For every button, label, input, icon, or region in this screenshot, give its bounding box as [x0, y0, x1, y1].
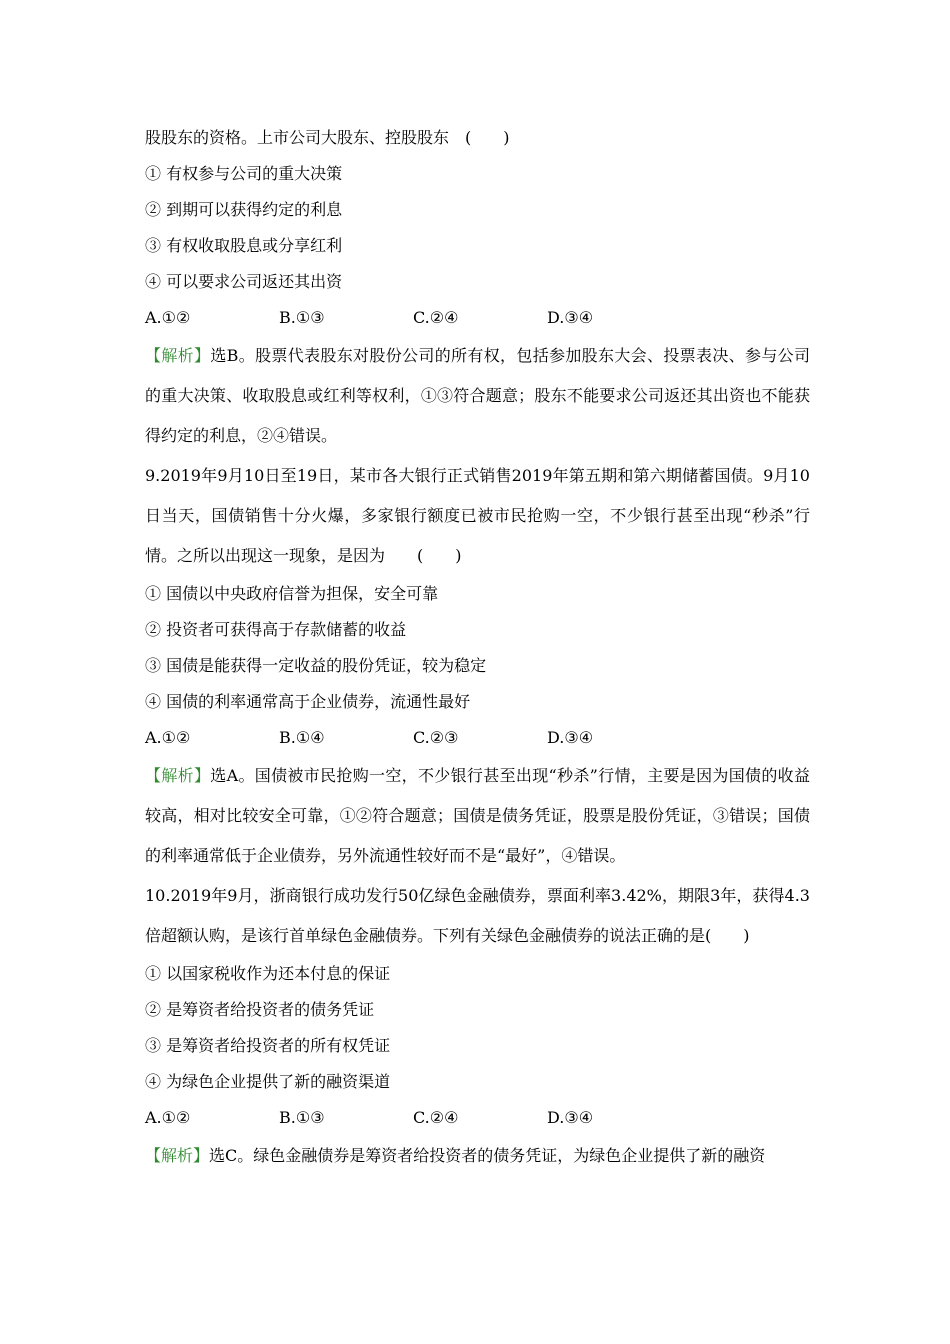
q8-option-3: ③ 有权收取股息或分享红利 [145, 236, 343, 255]
q9-option-1: ① 国债以中央政府信誉为担保，安全可靠 [145, 584, 439, 603]
q10-answer-text: 选C。绿色金融债券是筹资者给投资者的债务凭证，为绿色企业提供了新的融资 [209, 1146, 766, 1165]
q10-option-4: ④ 为绿色企业提供了新的融资渠道 [145, 1072, 391, 1091]
q8-option-1: ① 有权参与公司的重大决策 [145, 164, 343, 183]
q9-option-4: ④ 国债的利率通常高于企业债券，流通性最好 [145, 692, 471, 711]
q9-choice-d: D.③④ [547, 728, 594, 747]
q9-choice-b: B.①④ [279, 728, 325, 747]
q8-choices [145, 300, 810, 336]
q9-option-3: ③ 国债是能获得一定收益的股份凭证，较为稳定 [145, 656, 487, 675]
q8-answer [145, 336, 810, 456]
q10-stem: 10.2019年9月，浙商银行成功发行50亿绿色金融债券，票面利率3.42%，期限3年，获得4.3倍超额认购，是该行首单绿色金融债券。下列有关绿色金融债券的说法正确的是( ) [145, 886, 810, 945]
q10-option-2: ② 是筹资者给投资者的债务凭证 [145, 1000, 375, 1019]
q10-choice-a: A.①② [145, 1108, 191, 1127]
q9-answer-text: 选A。国债被市民抢购一空，不少银行甚至出现“秒杀”行情，主要是因为国债的收益较高，相对比较安全可靠，①②符合题意；国债是债务凭证，股票是股份凭证，③错误；国债的利率通常低于企业债券，另外流通性较好而不是“最好”，④错误。 [145, 766, 810, 865]
q8-option-4: ④ 可以要求公司返还其出资 [145, 272, 343, 291]
q9-answer-tag: 【解析】 [145, 766, 211, 785]
q8-answer-text: 选B。股票代表股东对股份公司的所有权，包括参加股东大会、投票表决、参与公司的重大决策、收取股息或红利等权利，①③符合题意；股东不能要求公司返还其出资也不能获得约定的利息，②④错误。 [145, 346, 810, 445]
q9-stem: 9.2019年9月10日至19日，某市各大银行正式销售2019年第五期和第六期储蓄国债。9月10日当天，国债销售十分火爆，多家银行额度已被市民抢购一空，不少银行甚至出现“秒杀”行情。之所以出现这一现象，是因为 ( ) [145, 466, 810, 565]
q10-choices [145, 1100, 810, 1136]
q8-choice-d: D.③④ [547, 308, 594, 327]
q8-choice-a: A.①② [145, 308, 191, 327]
q9-choice-c: C.②③ [413, 728, 459, 747]
q9-choices [145, 720, 810, 756]
q9-choice-a: A.①② [145, 728, 191, 747]
q8-choice-c: C.②④ [413, 308, 459, 327]
document-page [145, 120, 810, 1176]
q10-option-3: ③ 是筹资者给投资者的所有权凭证 [145, 1036, 391, 1055]
q10-choice-b: B.①③ [279, 1108, 325, 1127]
q9-option-2: ② 投资者可获得高于存款储蓄的收益 [145, 620, 407, 639]
q10-answer [145, 1136, 810, 1176]
q8-stem-tail: 股股东的资格。上市公司大股东、控股股东 ( ) [145, 128, 510, 147]
q8-answer-tag: 【解析】 [145, 346, 211, 365]
q10-option-1: ① 以国家税收作为还本付息的保证 [145, 964, 391, 983]
q10-answer-tag: 【解析】 [145, 1146, 210, 1165]
q9-answer [145, 756, 810, 876]
q10-choice-d: D.③④ [547, 1108, 594, 1127]
q8-option-2: ② 到期可以获得约定的利息 [145, 200, 343, 219]
q8-choice-b: B.①③ [279, 308, 325, 327]
q10-choice-c: C.②④ [413, 1108, 459, 1127]
